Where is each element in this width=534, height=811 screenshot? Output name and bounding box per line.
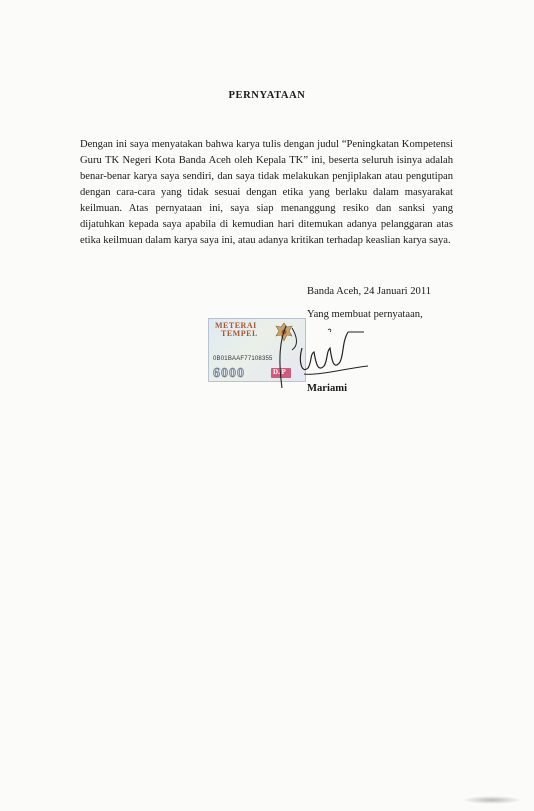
stamp-badge-text: DJP bbox=[273, 368, 286, 376]
document-title: PERNYATAAN bbox=[228, 90, 306, 101]
stamp-value: 6000 bbox=[213, 366, 245, 381]
stamp-serial-number: 0B01BAAF77108355 bbox=[213, 356, 273, 362]
signer-name: Mariami bbox=[307, 383, 348, 394]
stamp-label: METERAI bbox=[215, 321, 257, 330]
statement-paragraph: Dengan ini saya menyatakan bahwa karya tulis dengan judul “Peningkatan Kompetensi Guru TK Negeri Kota Banda Aceh oleh Kepala TK” ini, beserta seluruh isinya adalah benar-benar karya saya sendiri, dan saya tidak melakukan penjiplakan atau pengutipan dengan cara-cara yang tidak sesuai dengan etika yang berlaku dalam masyarakat keilmuan. Atas pernyataan ini, saya siap menanggung resiko dan sanksi yang dijatuhkan kepada saya apabila di kemudian hari ditemukan adanya pelanggaran atas etika keilmuan dalam karya saya ini, atau adanya kritikan terhadap keaslian karya saya. bbox=[80, 139, 453, 246]
scan-artifact bbox=[462, 796, 522, 804]
place-and-date: Banda Aceh, 24 Januari 2011 bbox=[307, 286, 432, 297]
stamp-sublabel: TEMPEL bbox=[221, 329, 258, 338]
declarant-label: Yang membuat pernyataan, bbox=[307, 309, 423, 320]
